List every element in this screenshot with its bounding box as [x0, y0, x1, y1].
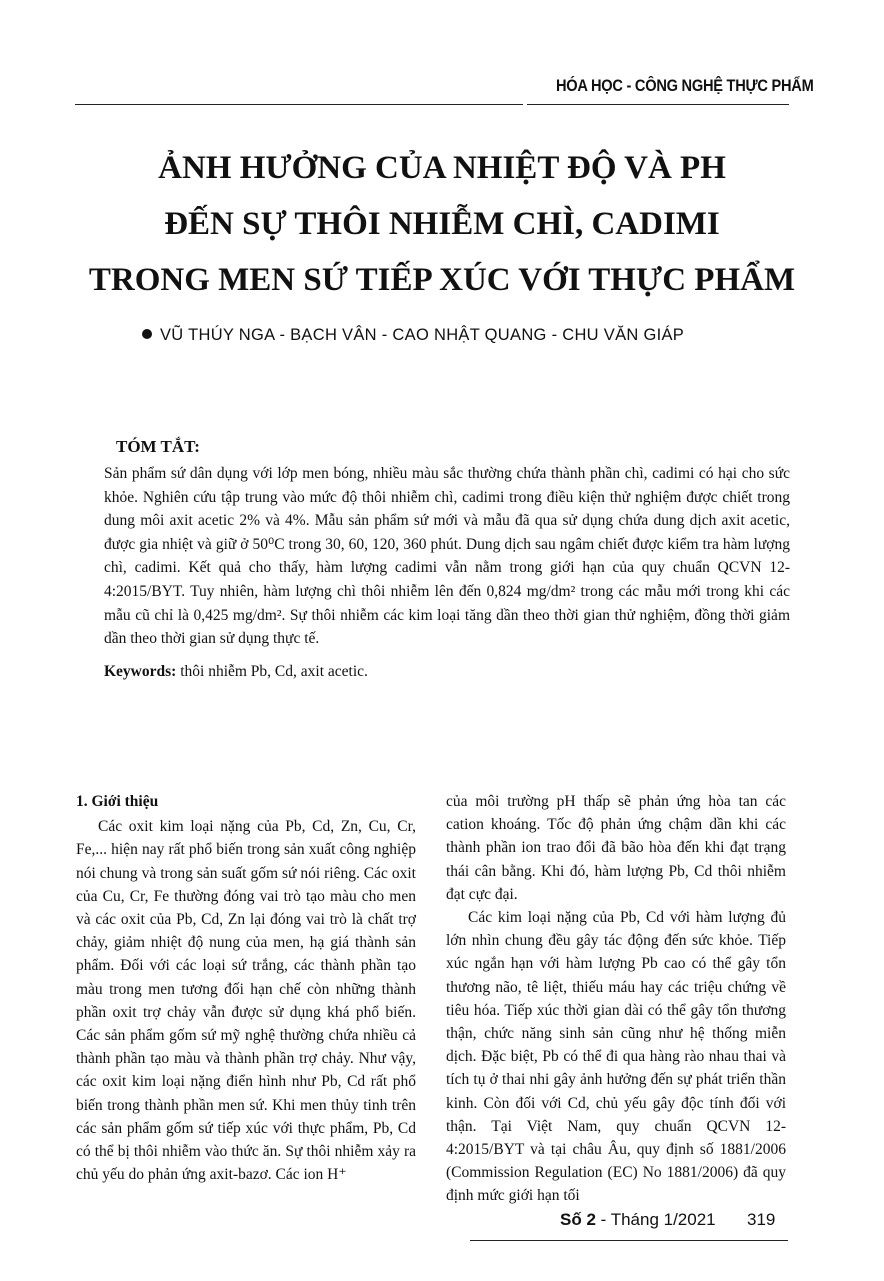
bullet-icon [142, 329, 152, 339]
body-paragraph: của môi trường pH thấp sẽ phản ứng hòa tan các cation khoáng. Tốc độ phản ứng chậm dần khi các thành phần ion trao đổi đã bão hòa đến khi đạt trạng thái cân bằng. Khi đó, hàm lượng Pb, Cd thôi nhiễm đạt cực đại. [446, 793, 786, 903]
abstract-body [104, 462, 790, 651]
title-line-1: ẢNH HƯỞNG CỦA NHIỆT ĐỘ VÀ PH [158, 150, 726, 186]
header-rule-left [75, 104, 523, 105]
abstract-paragraph: Sản phẩm sứ dân dụng với lớp men bóng, nhiều màu sắc thường chứa thành phần chì, cadimi có hại cho sức khỏe. Nghiên cứu tập trung vào mức độ thôi nhiễm chì, cadimi trong điều kiện thử nghiệm được chiết trong dung môi axit acetic 2% và 4%. Mẫu sản phẩm sứ mới và mẫu đã qua sử dụng chứa dung dịch axit acetic, được gia nhiệt và giữ ở 50⁰C trong 30, 60, 120, 360 phút. Dung dịch sau ngâm chiết được kiểm tra hàm lượng chì, cadimi. Kết quả cho thấy, hàm lượng cadimi vẫn nằm trong giới hạn của quy chuẩn QCVN 12-4:2015/BYT. Tuy nhiên, hàm lượng chì thôi nhiễm lên đến 0,824 mg/dm² trong các mẫu mới trong khi các mẫu cũ chỉ là 0,425 mg/dm². Sự thôi nhiễm các kim loại tăng dần theo thời gian thử nghiệm, đồng thời giảm dần theo thời gian sử dụng thực tế. [104, 465, 790, 648]
body-paragraph: Các oxit kim loại nặng của Pb, Cd, Zn, Cu, Cr, Fe,... hiện nay rất phổ biến trong sản xuất công nghiệp nói chung và trong sản suất gốm sứ nói riêng. Các oxit của Cu, Cr, Fe thường đóng vai trò tạo màu cho men và các oxit của Pb, Cd, Zn lại đóng vai trò là chất trợ chảy, giảm nhiệt độ nung của men, hạ giá thành sản phẩm. Đối với các loại sứ trắng, các thành phần tạo màu trong men tương đối hạn chế còn những thành phần oxit trợ chảy vẫn được sử dụng khá phổ biến. Các sản phẩm gốm sứ mỹ nghệ thường chứa nhiều cả thành phần tạo màu và thành phần trợ chảy. Như vậy, các oxit kim loại nặng điển hình như Pb, Cd rất phổ biến trong thành phần men sứ. Khi men thủy tinh trên các sản phẩm gốm sứ tiếp xúc với thực phẩm, Pb, Cd có thể bị thôi nhiễm vào thức ăn. Sự thôi nhiễm xảy ra chủ yếu do phản ứng axit-bazơ. Các ion H⁺ [76, 818, 416, 1184]
title-line-3: TRONG MEN SỨ TIẾP XÚC VỚI THỰC PHẨM [88, 262, 796, 298]
body-column-right [446, 790, 786, 1208]
running-header-section: HÓA HỌC - CÔNG NGHỆ THỰC PHẨM [556, 76, 814, 95]
abstract-heading: TÓM TẮT: [116, 437, 200, 456]
authors-text: VŨ THÚY NGA - BẠCH VÂN - CAO NHẬT QUANG - CHU VĂN GIÁP [160, 326, 685, 344]
footer-rule [470, 1240, 788, 1241]
article-title [40, 140, 844, 308]
footer-issue-date: - Tháng 1/2021 [595, 1210, 716, 1229]
keywords-line [104, 663, 368, 681]
keywords-text: thôi nhiễm Pb, Cd, axit acetic. [176, 663, 368, 680]
title-line-2: ĐẾN SỰ THÔI NHIỄM CHÌ, CADIMI [164, 206, 720, 242]
section-heading: 1. Giới thiệu [76, 793, 159, 810]
keywords-label: Keywords: [104, 663, 177, 680]
author-line [142, 326, 684, 345]
footer-issue-label: Số 2 [560, 1210, 596, 1229]
footer-issue [560, 1210, 716, 1230]
body-paragraph: Các kim loại nặng của Pb, Cd với hàm lượng đủ lớn nhìn chung đều gây tác động đến sức khỏe. Tiếp xúc ngắn hạn với hàm lượng Pb cao có thể gây tổn thương não, tê liệt, thiếu máu hay các triệu chứng về tiêu hóa. Tiếp xúc thời gian dài có thể gây tổn thương thận, chức năng sinh sản cũng như hệ thống miễn dịch. Đặc biệt, Pb có thể đi qua hàng rào nhau thai và tích tụ ở thai nhi gây ảnh hưởng đến sự phát triển thần kinh. Còn đối với Cd, chủ yếu gây độc tính đối với thận. Tại Việt Nam, quy chuẩn QCVN 12-4:2015/BYT và tại châu Âu, quy định số 1881/2006 (Commission Regulation (EC) No 1881/2006) đã quy định mức giới hạn tối [446, 909, 786, 1205]
header-rule-right [527, 104, 789, 105]
body-column-left [76, 790, 416, 1186]
page-number: 319 [747, 1210, 776, 1229]
